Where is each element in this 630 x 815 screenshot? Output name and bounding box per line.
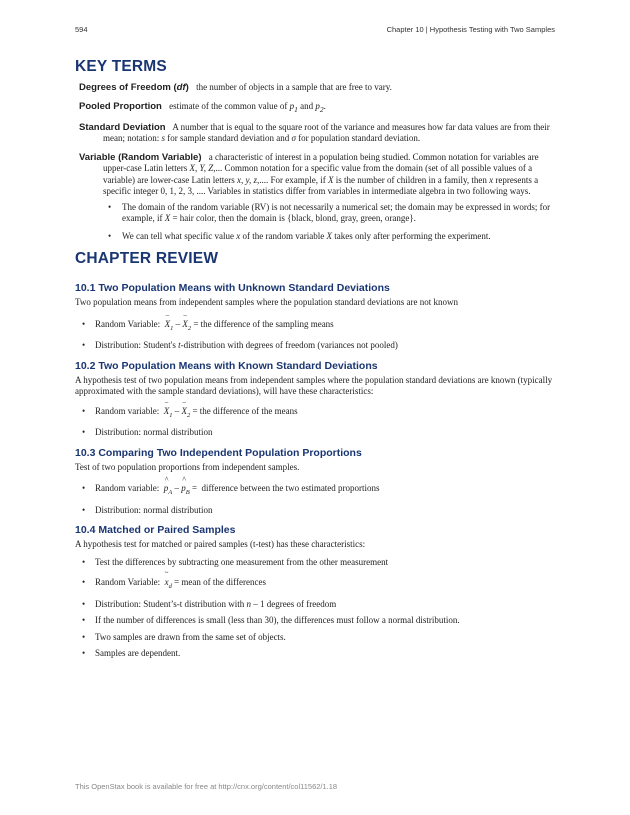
chapter-title: Chapter 10 | Hypothesis Testing with Two Samples: [386, 25, 555, 34]
list-item: • Distribution: Student’s-t distribution with n – 1 degrees of freedom: [82, 598, 337, 609]
list-item: • Test the differences by subtracting one measurement from the other measurement: [82, 556, 389, 567]
list-item: • We can tell what specific value x of the random variable X takes only after performing the experiment.: [108, 230, 491, 241]
section-title: 10.3 Comparing Two Independent Population Proportions: [75, 446, 362, 459]
term-standard-deviation: [79, 122, 557, 145]
page-content: [75, 58, 557, 668]
section-10-4: [75, 524, 557, 660]
random-variable-bullets: [75, 202, 557, 243]
section-title: 10.2 Two Population Means with Known Standard Deviations: [75, 359, 378, 372]
term-label: Standard Deviation: [79, 121, 166, 133]
list-item: • Two samples are drawn from the same set of objects.: [82, 631, 286, 642]
page-footer: This OpenStax book is available for free at http://cnx.org/content/col11562/1.18: [75, 782, 338, 791]
list-item: • If the number of differences is small (less than 30), the differences must follow a normal distribution.: [82, 615, 460, 626]
list-item: • Random Variable: – $X_1$ – – $X_2$ = the difference of the sampling means: [75, 319, 557, 332]
section-bullets: [75, 406, 557, 439]
term-label: Variable (Random Variable): [79, 151, 202, 163]
page-header: [75, 25, 555, 37]
term-pooled-proportion: [79, 101, 557, 115]
page-number: 594: [75, 25, 88, 34]
list-item: • Random variable: – $X_1$ – – $X_2$ = the difference of the means: [75, 406, 557, 419]
section-10-2: [75, 360, 557, 439]
term-label: Degrees of Freedom (df): [79, 82, 189, 93]
term-definition: A number that is equal to the square root of the variance and measures how far data values are from their mean; notation: s for sample standard deviation and σ for population standard deviation.: [103, 121, 550, 144]
section-intro: A hypothesis test for matched or paired samples (t-test) has these characteristics:: [75, 539, 366, 550]
section-10-1: [75, 282, 557, 352]
section-intro: Test of two population proportions from independent samples.: [75, 461, 300, 472]
section-bullets: [75, 319, 557, 352]
section-intro: Two population means from independent samples where the population standard deviations are not known: [75, 297, 459, 308]
section-title: 10.1 Two Population Means with Unknown Standard Deviations: [75, 282, 390, 295]
list-item: • Distribution: Student's t-distribution with degrees of freedom (variances not pooled): [82, 340, 398, 351]
term-random-variable: [79, 152, 557, 198]
list-item: • Distribution: normal distribution: [82, 504, 213, 515]
section-title: 10.4 Matched or Paired Samples: [75, 524, 236, 537]
section-bullets: [75, 557, 557, 660]
term-definition: a characteristic of interest in a population being studied. Common notation for variables are upper-case Latin letters X, Y, Z,... Common notation for a specific value from the domain (set of all possible values of a variable) are lower-case Latin letters x, y, z,.... For example, if X is the number of children in a family, then x represents a specific integer 0, 1, 2, 3, .... Variables in statistics differ from variables in intermediate algebra in two following ways.: [103, 151, 539, 197]
list-item: • Random Variable: ~ $x_d$ = mean of the differences: [75, 577, 557, 590]
list-item: • Samples are dependent.: [82, 648, 181, 659]
list-item: • Random variable: ^ $p_A$ – ^ $p_B$ = difference between the two estimated proportions: [75, 483, 557, 496]
list-item: • Distribution: normal distribution: [82, 427, 213, 438]
term-label: Pooled Proportion: [79, 100, 162, 112]
section-bullets: [75, 483, 557, 516]
key-terms-heading: KEY TERMS: [75, 58, 167, 75]
section-10-3: [75, 447, 557, 517]
section-intro: A hypothesis test of two population means from independent samples where the population standard deviations are known (typically approximated with the sample standard deviations), will have these characteristics:: [75, 374, 553, 397]
list-item: • The domain of the random variable (RV) is not necessarily a numerical set; the domain may be expressed in words; for example, if X = hair color, then the domain is {black, blond, gray, green, orange}.: [108, 201, 551, 224]
chapter-review-heading: CHAPTER REVIEW: [75, 250, 219, 268]
term-degrees-of-freedom: [79, 82, 557, 94]
term-definition: estimate of the common value of $p_1$ and $p_2$.: [169, 100, 326, 114]
term-definition: the number of objects in a sample that are free to vary.: [196, 82, 392, 92]
